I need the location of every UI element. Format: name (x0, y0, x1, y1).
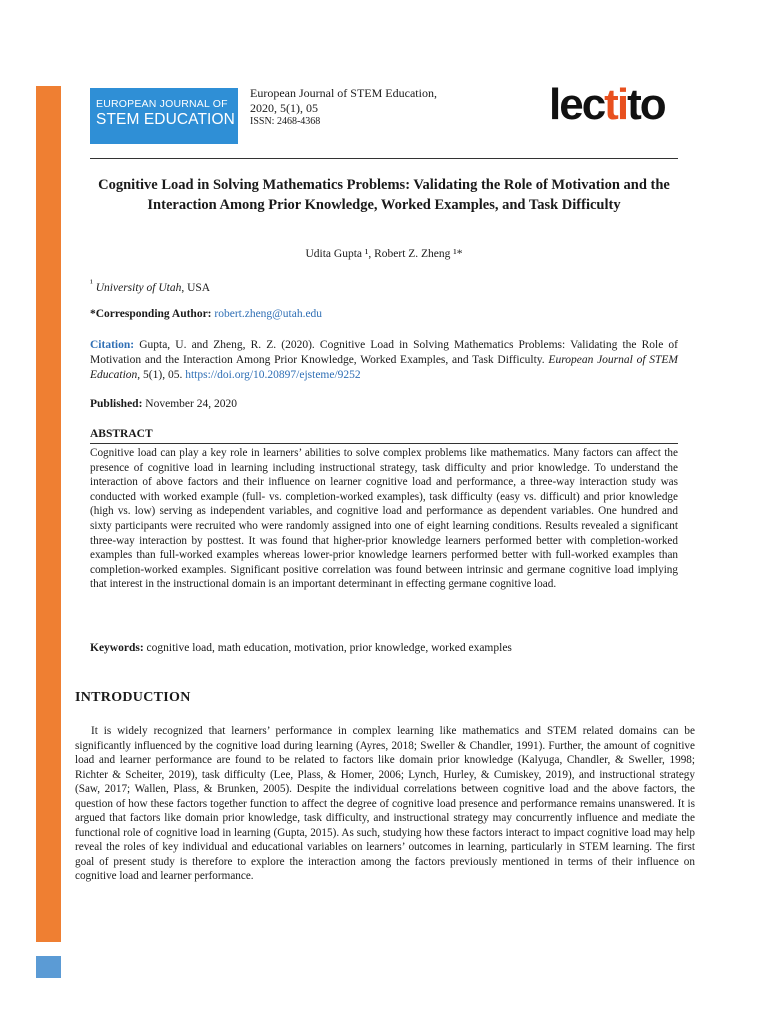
introduction-heading: INTRODUCTION (75, 690, 191, 705)
side-accent-square (36, 956, 61, 978)
publisher-logo-part2: ti (604, 80, 628, 129)
journal-logo-line1: EUROPEAN JOURNAL OF (96, 98, 228, 110)
abstract-heading: ABSTRACT (90, 428, 153, 440)
article-title: Cognitive Load in Solving Mathematics Problems: Validating the Role of Motivation and the Interaction Among Prior Knowledge, Worked Examples, and Task Difficulty (98, 177, 670, 213)
journal-issn: ISSN: 2468-4368 (250, 116, 321, 127)
journal-volume: 2020, 5(1), 05 (250, 100, 318, 115)
keywords-label: Keywords: (90, 642, 144, 654)
abstract-text: Cognitive load can play a key role in learners’ abilities to solve complex problems like mathematics. Many factors can affect the presence of cognitive load in learning including instructional strategy, task difficulty and prior knowledge. To understand the interaction of above factors and their influence on learner cognitive load and performance, a three-way interaction study was conducted with worked example (full- vs. completion-worked examples), task difficulty (easy vs. difficult) and prior knowledge (high vs. low) serving as independent variables, and cognitive load and performance as dependent variables. One hundred and sixty participants were recruited who were randomly assigned into one of eight learning conditions. Results revealed a significant three-way interaction by posttest. It was found that higher-prior knowledge learners performed better with completion-worked examples than full-worked examples whereas lower-prior knowledge learners performed better with full-worked examples than completion-worked examples. Significant positive correlation was found between intrinsic and germane cognitive load implying that interest in the instructional domain is an important determinant in effecting germane cognitive load. (90, 447, 678, 591)
citation-journal: European Journal of STEM Education (90, 354, 679, 381)
keywords (90, 642, 512, 654)
article-authors: Udita Gupta ¹, Robert Z. Zheng ¹* (305, 248, 463, 260)
corresponding-email-link[interactable]: robert.zheng@utah.edu (214, 308, 323, 320)
introduction-text: It is widely recognized that learners’ performance in complex learning like mathematics and STEM related domains can be significantly influenced by the cognitive load during learning (Ayres, 2018; Sweller & Chandler, 1991). Further, the amount of cognitive load and learner performance are found to be related to factors like domain prior knowledge (Kalyuga, Chandler, & Sweller, 1998; Richter & Scheiter, 2019), task difficulty (Lee, Plass, & Homer, 2006; Lynch, Hurley, & Cumiskey, 2019), and instructional strategy (Saw, 2017; Wallen, Plass, & Brunken, 2005). Despite the individual correlations between cognitive load and the above factors, the question of how these factors together function to affect the degree of cognitive load presence and performance remains unanswered. It is argued that factors like domain prior knowledge, task difficulty, and instructional strategy may concurrently influence and mediate the functional role of cognitive load in learning (Gupta, 2015). As such, studying how these factors interact to impact cognitive load may help reveal the roles of key individual and educational variables on learners’ outcomes in learning, particularly in STEM learning. The first goal of present study is therefore to explore the interaction among the factors previously mentioned in terms of their influence on cognitive load and learner performance. (75, 725, 695, 883)
corresponding-label: *Corresponding Author: (90, 308, 212, 320)
journal-name: European Journal of STEM Education, (250, 86, 437, 100)
publisher-logo (549, 82, 665, 128)
citation (90, 338, 678, 383)
keywords-text: cognitive load, math education, motivation, prior knowledge, worked examples (146, 642, 512, 654)
published-value: November 24, 2020 (145, 398, 237, 410)
abstract-divider (90, 443, 678, 444)
affiliation-mark: ¹ (90, 278, 93, 289)
citation-doi-link[interactable]: https://doi.org/10.20897/ejsteme/9252 (185, 369, 361, 381)
journal-logo (90, 88, 238, 144)
published-date (90, 398, 237, 410)
citation-text: Gupta, U. and Zheng, R. Z. (2020). Cognitive Load in Solving Mathematics Problems: Validating the Role of Motivation and the Interaction Among Prior Knowledge, Worked Examples, and Task Difficulty. (90, 339, 678, 366)
citation-label: Citation: (90, 339, 135, 351)
affiliation (90, 278, 210, 294)
header-divider (90, 158, 678, 159)
citation-volume: , 5(1), 05. (137, 369, 183, 381)
publisher-logo-part1: lec (549, 80, 605, 129)
journal-info (250, 86, 437, 130)
corresponding-author (90, 308, 322, 320)
side-accent-bar (36, 86, 61, 942)
published-label: Published: (90, 398, 143, 410)
journal-logo-line2: STEM EDUCATION (96, 111, 235, 128)
affiliation-country: , USA (181, 281, 211, 294)
publisher-logo-part3: to (627, 80, 665, 129)
affiliation-university: University of Utah (95, 281, 182, 294)
